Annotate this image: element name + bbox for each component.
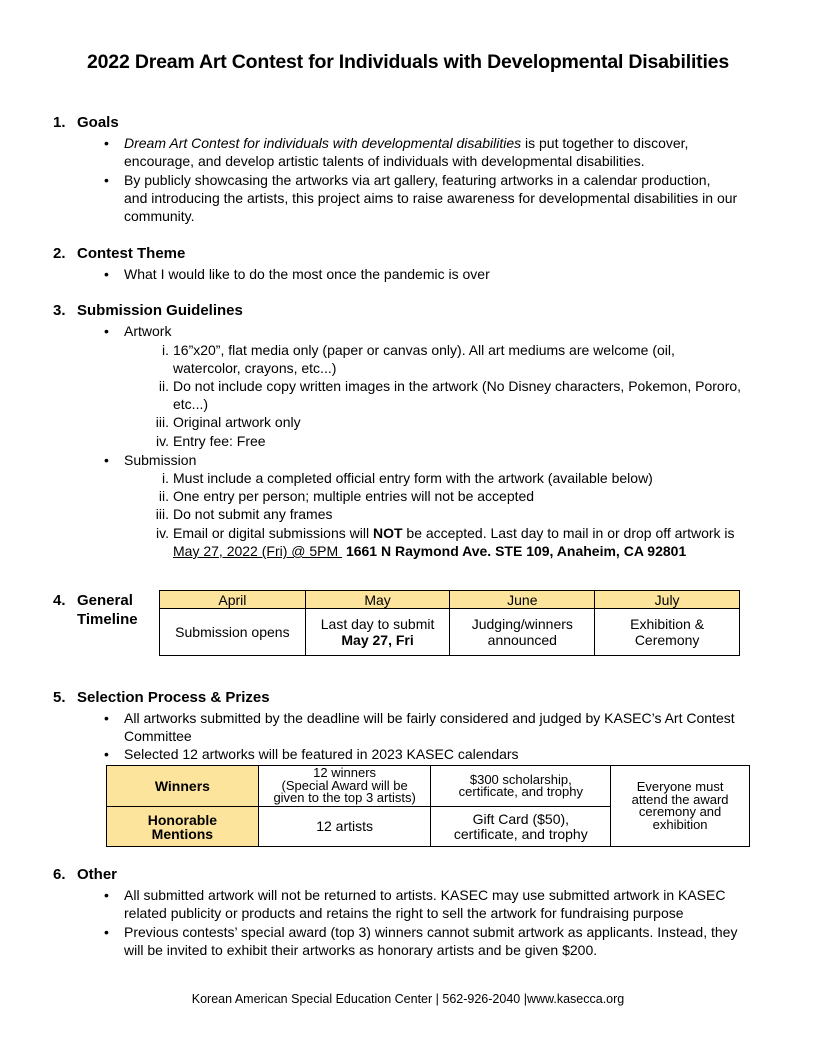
bullet-icon: •: [104, 266, 109, 282]
bullet-icon: •: [104, 746, 109, 762]
selection-bullet-2: Selected 12 artworks will be featured in 2023 KASEC calendars: [124, 746, 519, 762]
bullet-icon: •: [104, 452, 109, 468]
attendance-note: Everyone must attend the award ceremony and exhibition: [611, 766, 750, 847]
winners-prize: $300 scholarship, certificate, and trophy: [431, 766, 611, 807]
goals-bullet-2: By publicly showcasing the artworks via art gallery, featuring artworks in a calendar production,: [124, 172, 711, 188]
prizes-table: [106, 765, 750, 847]
selection-bullet-1: All artworks submitted by the deadline will be fairly considered and judged by KASEC’s Art Contest: [124, 710, 735, 726]
list-numeral: iii.: [155, 414, 169, 430]
goals-bullet-1-line2: encourage, and develop artistic talents of individuals with developmental disabilities.: [124, 153, 645, 169]
bullet-icon: •: [104, 924, 109, 940]
winners-count: 12 winners (Special Award will be given to the top 3 artists): [258, 766, 431, 807]
submission-label: Submission: [124, 452, 197, 468]
artwork-rule-cont: etc...): [173, 396, 209, 412]
prize-row-winners: [107, 766, 750, 807]
month-july: July: [595, 591, 740, 609]
event-april: Submission opens: [160, 609, 306, 656]
artwork-rule: 16”x20”, flat media only (paper or canvas only). All art mediums are welcome (oil,: [173, 342, 675, 358]
event-may: Last day to submit May 27, Fri: [305, 609, 450, 656]
artwork-rule: Do not include copy written images in the artwork (No Disney characters, Pokemon, Pororo,: [173, 378, 742, 394]
section-heading-theme: 2. Contest Theme: [53, 245, 186, 262]
winners-label: Winners: [107, 766, 259, 807]
goals-bullet-2-line3: community.: [124, 208, 195, 224]
bullet-icon: •: [104, 887, 109, 903]
list-numeral: iv.: [156, 433, 169, 449]
theme-text: What I would like to do the most once the pandemic is over: [124, 266, 490, 282]
honorable-count: 12 artists: [258, 807, 431, 847]
submission-rule: Do not submit any frames: [173, 506, 333, 522]
artwork-rule-cont: watercolor, crayons, etc...): [173, 360, 337, 376]
timeline-table: [159, 590, 740, 656]
goals-bullet-1: Dream Art Contest for individuals with developmental disabilities is put together to discover,: [124, 135, 689, 151]
bullet-icon: •: [104, 710, 109, 726]
other-bullet-1: All submitted artwork will not be returned to artists. KASEC may use submitted artwork in KASEC: [124, 887, 726, 903]
bullet-icon: •: [104, 135, 109, 151]
page-title: 2022 Dream Art Contest for Individuals with Developmental Disabilities: [87, 51, 729, 73]
month-may: May: [305, 591, 450, 609]
footer-phone: 562-926-2040: [442, 992, 521, 1006]
submission-rule: One entry per person; multiple entries will not be accepted: [173, 488, 535, 504]
event-june: Judging/winners announced: [450, 609, 595, 656]
selection-bullet-1-line2: Committee: [124, 728, 192, 744]
month-june: June: [450, 591, 595, 609]
section-heading-selection: 5. Selection Process & Prizes: [53, 689, 270, 706]
other-bullet-2: Previous contests’ special award (top 3) winners cannot submit artwork as applicants. Instead, they: [124, 924, 738, 940]
submission-rule: Email or digital submissions will NOT be accepted. Last day to mail in or drop off artwork is: [173, 525, 735, 541]
section-heading-goals: 1. Goals: [53, 114, 119, 131]
list-numeral: ii.: [158, 378, 169, 394]
bullet-icon: •: [104, 172, 109, 188]
other-bullet-1-line2: related publicity or products and retains the right to sell the artwork for fundraising purpose: [124, 905, 684, 921]
honorable-label: Honorable Mentions: [107, 807, 259, 847]
section-heading-timeline: 4. General Timeline: [53, 592, 138, 628]
bullet-icon: •: [104, 323, 109, 339]
goals-bullet-2-line2: and introducing the artists, this project aims to raise awareness for developmental disabilities in our: [124, 190, 738, 206]
timeline-event-row: [160, 609, 740, 656]
list-numeral: i.: [162, 470, 169, 486]
month-april: April: [160, 591, 306, 609]
list-numeral: i.: [162, 342, 169, 358]
footer-org: Korean American Special Education Center: [191, 992, 433, 1006]
deadline-address: [173, 542, 773, 561]
footer: Korean American Special Education Center | 562-926-2040 |www.kasecca.org: [191, 992, 625, 1006]
artwork-label: Artwork: [124, 323, 172, 339]
list-numeral: ii.: [158, 488, 169, 504]
honorable-prize: Gift Card ($50), certificate, and trophy: [431, 807, 611, 847]
submission-rule: Must include a completed official entry form with the artwork (available below): [173, 470, 653, 486]
event-july: Exhibition & Ceremony: [595, 609, 740, 656]
artwork-rule: Entry fee: Free: [173, 433, 266, 449]
section-heading-other: 6. Other: [53, 866, 118, 883]
deadline-date: May 27, 2022 (Fri) @ 5PM: [173, 543, 343, 559]
footer-website-link[interactable]: www.kasecca.org: [526, 992, 625, 1006]
list-numeral: iv.: [156, 525, 169, 541]
artwork-rule: Original artwork only: [173, 414, 301, 430]
section-heading-guidelines: 3. Submission Guidelines: [53, 302, 243, 319]
drop-off-address: 1661 N Raymond Ave. STE 109, Anaheim, CA 92801: [345, 543, 687, 559]
other-bullet-2-line2: will be invited to exhibit their artworks as honorary artists and be given $200.: [124, 942, 598, 958]
timeline-header-row: [160, 591, 740, 609]
list-numeral: iii.: [155, 506, 169, 522]
